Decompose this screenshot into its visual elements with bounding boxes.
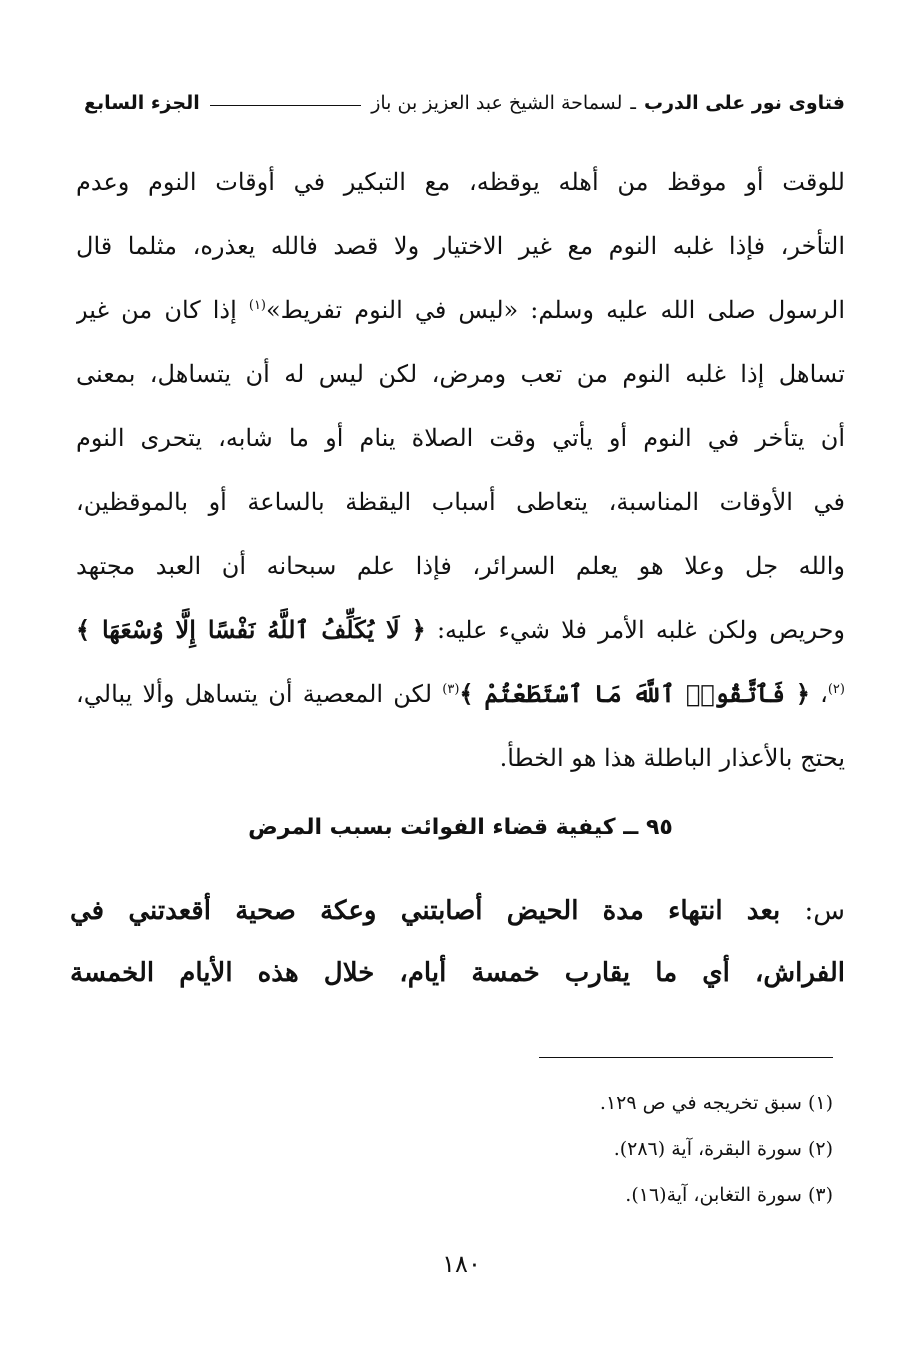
footnote-marker-1: (١) — [248, 298, 266, 313]
body-line-8-text: وحريص ولكن غلبه الأمر فلا شيء عليه: — [436, 616, 845, 644]
body-paragraph — [76, 150, 845, 790]
body-line-3-rest: إذا كان من غير — [76, 296, 237, 324]
body-line-8 — [76, 598, 845, 662]
body-line-5: أن يتأخر في النوم أو يأتي وقت الصلاة ينام أو ما شابه، يتحرى النوم — [76, 424, 845, 452]
quran-verse-1: ﴿ لَا يُكَلِّفُ ٱللَّهُ نَفْسًا إِلَّا وُسْعَهَا ﴾ — [76, 615, 426, 644]
footnote-marker-3: (٣) — [442, 682, 460, 697]
header-separator: ـ — [630, 92, 636, 114]
header-rule — [210, 105, 362, 106]
body-line-1: للوقت أو موقظ من أهله يوقظه، مع التبكير في أوقات النوم وعدم — [76, 168, 845, 196]
footnote-marker-2: (٢) — [827, 682, 845, 697]
question-label: س: — [804, 896, 845, 926]
page-number: ١٨٠ — [442, 1250, 481, 1278]
question-block — [70, 880, 845, 1004]
question-line-2: الفراش، أي ما يقارب خمسة أيام، خلال هذه الأيام الخمسة — [70, 958, 845, 988]
body-line-3 — [76, 278, 845, 342]
footnote-separator — [539, 1057, 833, 1058]
book-title: فتاوى نور على الدرب — [644, 92, 845, 114]
question-line-1 — [70, 880, 845, 942]
body-line-7: والله جل وعلا هو يعلم السرائر، فإذا علم سبحانه أن العبد مجتهد — [76, 552, 845, 580]
footnotes — [300, 1080, 833, 1218]
hadith-text: الرسول صلى الله عليه وسلم: «ليس في النوم تفريط» — [266, 296, 845, 324]
body-line-6: في الأوقات المناسبة، يتعاطى أسباب اليقظة بالساعة أو بالموقظين، — [76, 488, 845, 516]
body-line-9 — [76, 662, 845, 726]
comma: ، — [820, 680, 828, 708]
footnote-1: (١) سبق تخريجه في ص ١٢٩. — [599, 1092, 833, 1114]
volume-label: الجزء السابع — [84, 92, 200, 114]
quran-verse-2: ﴿ فَٱتَّقُوا۟ ٱللَّهَ مَا ٱسْتَطَعْتُمْ ﴾ — [459, 679, 810, 708]
running-header — [84, 86, 845, 120]
footnote-2: (٢) سورة البقرة، آية (٢٨٦). — [613, 1138, 833, 1160]
section-heading: ٩٥ ــ كيفية قضاء الفوائت بسبب المرض — [248, 815, 673, 840]
footnote-3: (٣) سورة التغابن، آية(١٦). — [625, 1184, 833, 1206]
author-name: لسماحة الشيخ عبد العزيز بن باز — [371, 92, 623, 114]
body-line-2: التأخر، فإذا غلبه النوم مع غير الاختيار ولا قصد فالله يعذره، مثلما قال — [76, 232, 845, 260]
body-line-10: يحتج بالأعذار الباطلة هذا هو الخطأ. — [499, 744, 845, 772]
body-line-9-text: لكن المعصية أن يتساهل وألا يبالي، — [76, 680, 433, 708]
body-line-4: تساهل إذا غلبه النوم من تعب ومرض، لكن ليس له أن يتساهل، بمعنى — [76, 360, 845, 388]
question-line-1-text: بعد انتهاء مدة الحيض أصابتني وعكة صحية أقعدتني في — [70, 896, 781, 926]
